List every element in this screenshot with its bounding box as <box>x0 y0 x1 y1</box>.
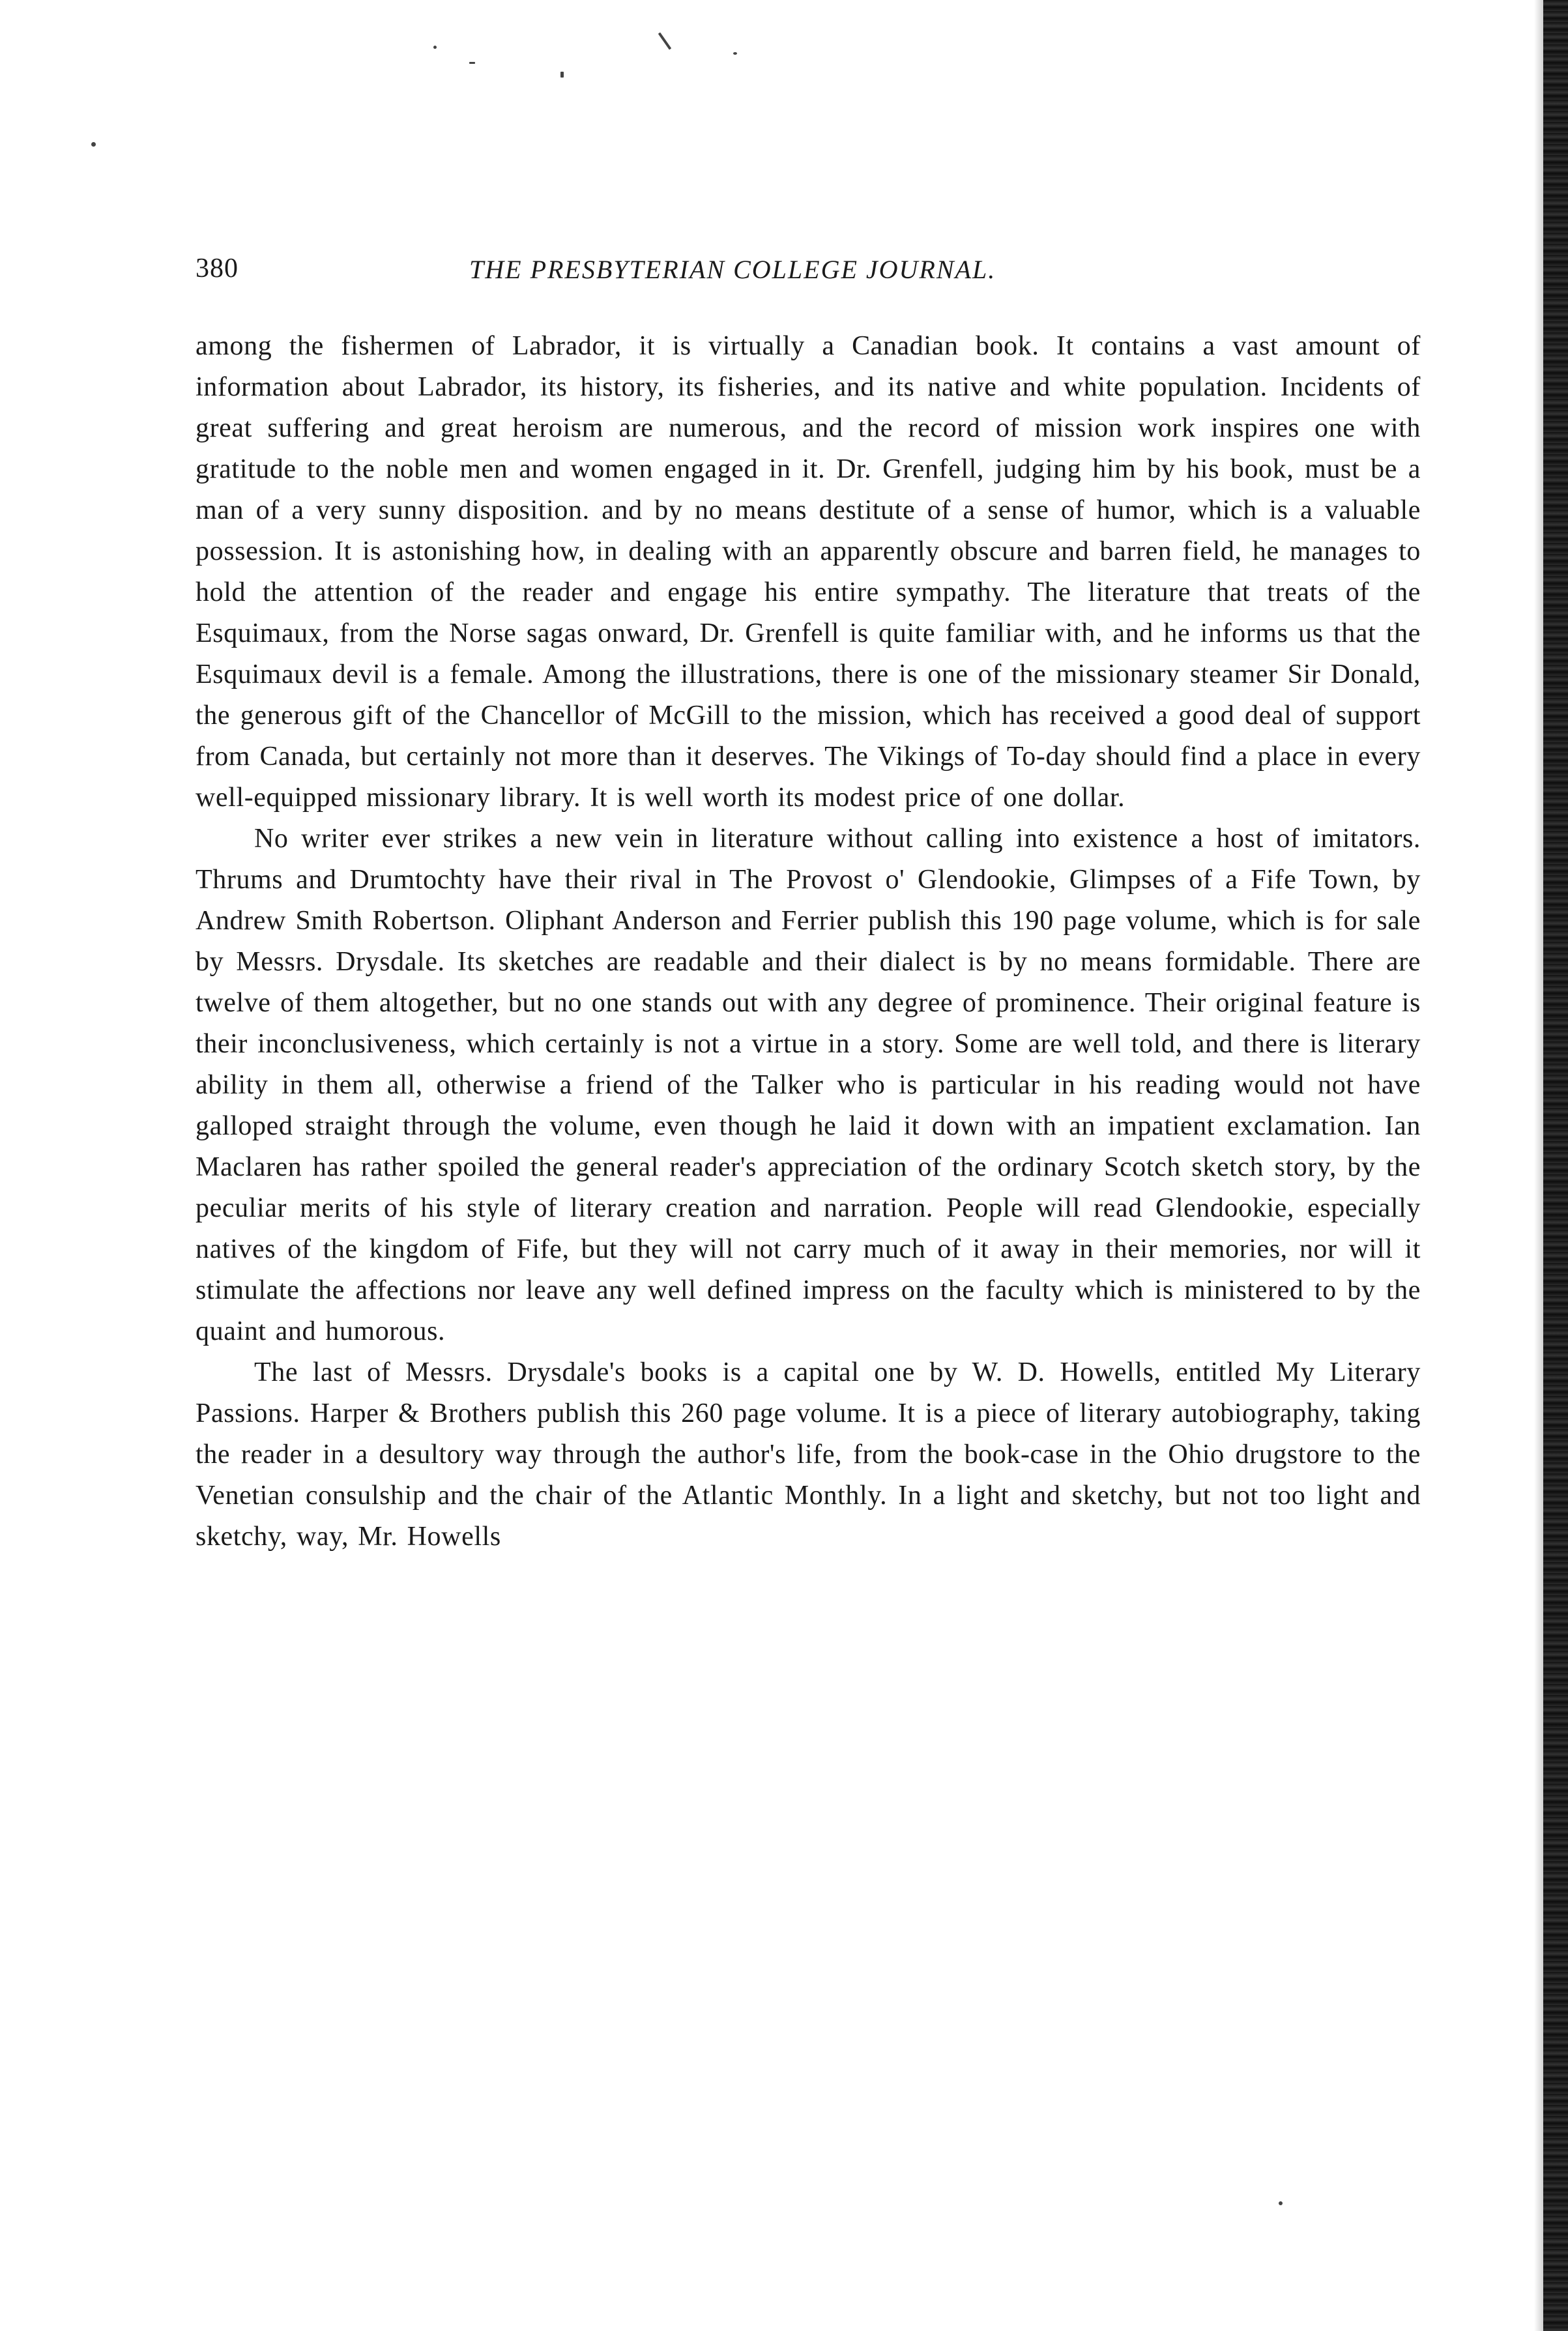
paragraph: No writer ever strikes a new vein in literature without calling into existence a host of imitators. Thrums and Drumtochty have their rival in The Provost o' Glendookie, Glimpses of a Fife Town, by Andrew Smith Robertson. Oliphant Anderson and Ferrier publish this 190 page volume, which is for sale by Messrs. Drysdale. Its sketches are readable and their dialect is by no means formidable. There are twelve of them altogether, but no one stands out with any degree of prominence. Their original feature is their inconclusiveness, which certainly is not a virtue in a story. Some are well told, and there is literary ability in them all, otherwise a friend of the Talker who is particular in his reading would not have galloped straight through the volume, even though he laid it down with an impatient exclamation. Ian Maclaren has rather spoiled the general reader's appreciation of the ordinary Scotch sketch story, by the peculiar merits of his style of literary creation and narration. People will read Glendookie, especially natives of the kingdom of Fife, but they will not carry much of it away in their memories, nor will it stimulate the affections nor leave any well defined impress on the faculty which is ministered to by the quaint and humorous. <box>196 824 1421 1346</box>
binding-shadow <box>1534 0 1543 2331</box>
scan-speck <box>733 52 737 55</box>
page-header <box>196 253 1421 292</box>
scan-speck <box>91 142 96 147</box>
page-number: 380 <box>196 253 239 283</box>
paragraph: among the fishermen of Labrador, it is virtually a Canadian book. It contains a vast amount of information about Labrador, its history, its fisheries, and its native and white population. Incidents of great suffering and great heroism are numerous, and the record of mission work inspires one with gratitude to the noble men and women engaged in it. Dr. Grenfell, judging him by his book, must be a man of a very sunny disposition. and by no means destitute of a sense of humor, which is a valuable possession. It is astonishing how, in dealing with an apparently obscure and barren field, he manages to hold the attention of the reader and engage his entire sympathy. The literature that treats of the Esquimaux, from the Norse sagas onward, Dr. Grenfell is quite familiar with, and he informs us that the Esquimaux devil is a female. Among the illustrations, there is one of the missionary steamer Sir Donald, the generous gift of the Chancellor of McGill to the mission, which has received a good deal of support from Canada, but certainly not more than it deserves. The Vikings of To-day should find a place in every well-equipped missionary library. It is well worth its modest price of one dollar. <box>196 331 1421 813</box>
running-title: THE PRESBYTERIAN COLLEGE JOURNAL. <box>469 255 996 284</box>
paragraph: The last of Messrs. Drysdale's books is a capital one by W. D. Howells, entitled My Literary Passions. Harper & Brothers publish this 260 page volume. It is a piece of literary autobiography, taking the reader in a desultory way through the author's life, from the book-case in the Ohio drugstore to the Venetian consulship and the chair of the Atlantic Monthly. In a light and sketchy, but not too light and sketchy, way, Mr. Howells <box>196 1357 1421 1552</box>
scan-speck <box>560 72 564 78</box>
article-body <box>196 326 1421 1557</box>
scan-speck <box>1279 2201 1283 2205</box>
scan-speck <box>658 33 671 50</box>
scan-speck <box>433 46 437 49</box>
scan-speck <box>469 62 475 64</box>
binding-edge <box>1543 0 1568 2331</box>
